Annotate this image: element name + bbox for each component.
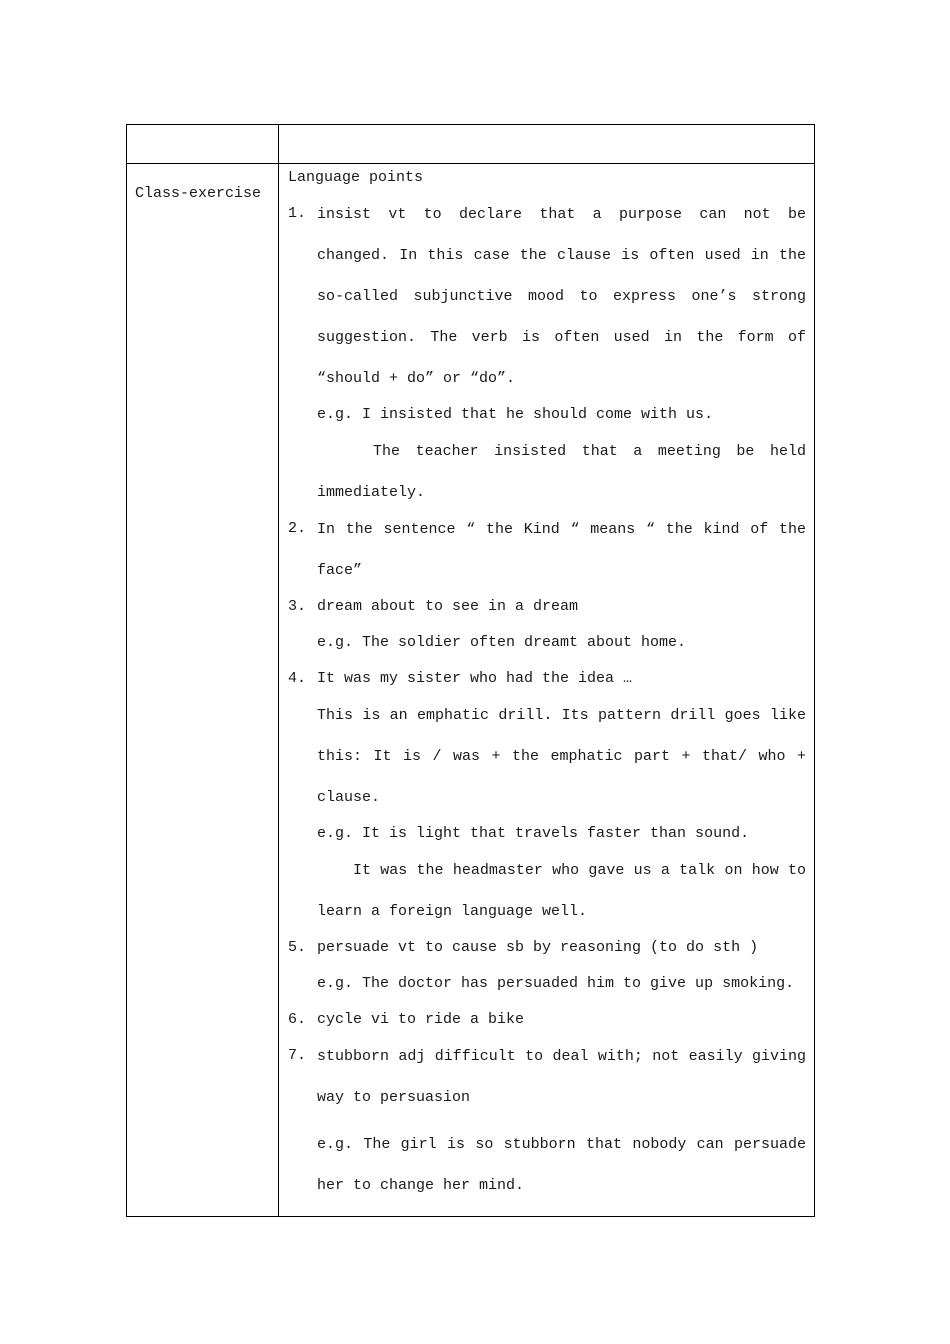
item-number: 7. — [288, 1047, 307, 1064]
item-number: 2. — [288, 520, 307, 537]
item-number: 6. — [288, 1011, 307, 1028]
item-text: persuade vt to cause sb by reasoning (to do sth ) — [317, 939, 759, 956]
list-item — [288, 938, 806, 958]
list-item — [288, 1046, 806, 1118]
item-number: 3. — [288, 598, 307, 615]
example-sentence: e.g. It is light that travels faster than sound. — [317, 825, 750, 842]
example-sentence: e.g. The soldier often dreamt about home. — [317, 634, 687, 651]
list-item — [288, 669, 806, 689]
item-text: dream about to see in a dream — [317, 598, 579, 615]
item-text: stubborn adj difficult to deal with; not easily giving way to persuasion — [317, 1048, 806, 1106]
content-row — [127, 164, 815, 1217]
header-right-cell — [279, 125, 815, 164]
item-text: It was my sister who had the idea … — [317, 670, 633, 687]
section-label: Class-exercise — [135, 185, 262, 202]
list-item — [288, 1010, 806, 1030]
lesson-table — [126, 124, 815, 1217]
item-number: 1. — [288, 205, 307, 222]
header-row — [127, 125, 815, 164]
example-sentence: It was the headmaster who gave us a talk on how to learn a foreign language well. — [317, 862, 806, 920]
item-text: In the sentence “ the Kind “ means “ the kind of the face” — [317, 521, 806, 579]
section-label-cell — [127, 164, 279, 1217]
item-number: 4. — [288, 670, 307, 687]
language-points-heading: Language points — [288, 169, 424, 186]
header-left-cell — [127, 125, 279, 164]
item-text: cycle vi to ride a bike — [317, 1011, 525, 1028]
content-cell — [279, 164, 815, 1217]
example-sentence: e.g. The doctor has persuaded him to give up smoking. — [317, 975, 795, 992]
example-sentence: The teacher insisted that a meeting be held immediately. — [317, 443, 806, 501]
list-item — [288, 597, 806, 617]
list-item — [288, 519, 806, 591]
item-explanation: This is an emphatic drill. Its pattern drill goes like this: It is / was + the emphatic part + that/ who + clause. — [317, 707, 806, 806]
item-text: insist vt to declare that a purpose can not be changed. In this case the clause is often used in the so-called subjunctive mood to express one’s strong suggestion. The verb is often used in the form of “should + do” or “do”. — [317, 206, 806, 387]
item-number: 5. — [288, 939, 307, 956]
example-sentence: e.g. The girl is so stubborn that nobody can persuade her to change her mind. — [317, 1136, 806, 1194]
example-sentence: e.g. I insisted that he should come with us. — [317, 406, 714, 423]
list-item — [288, 204, 806, 399]
